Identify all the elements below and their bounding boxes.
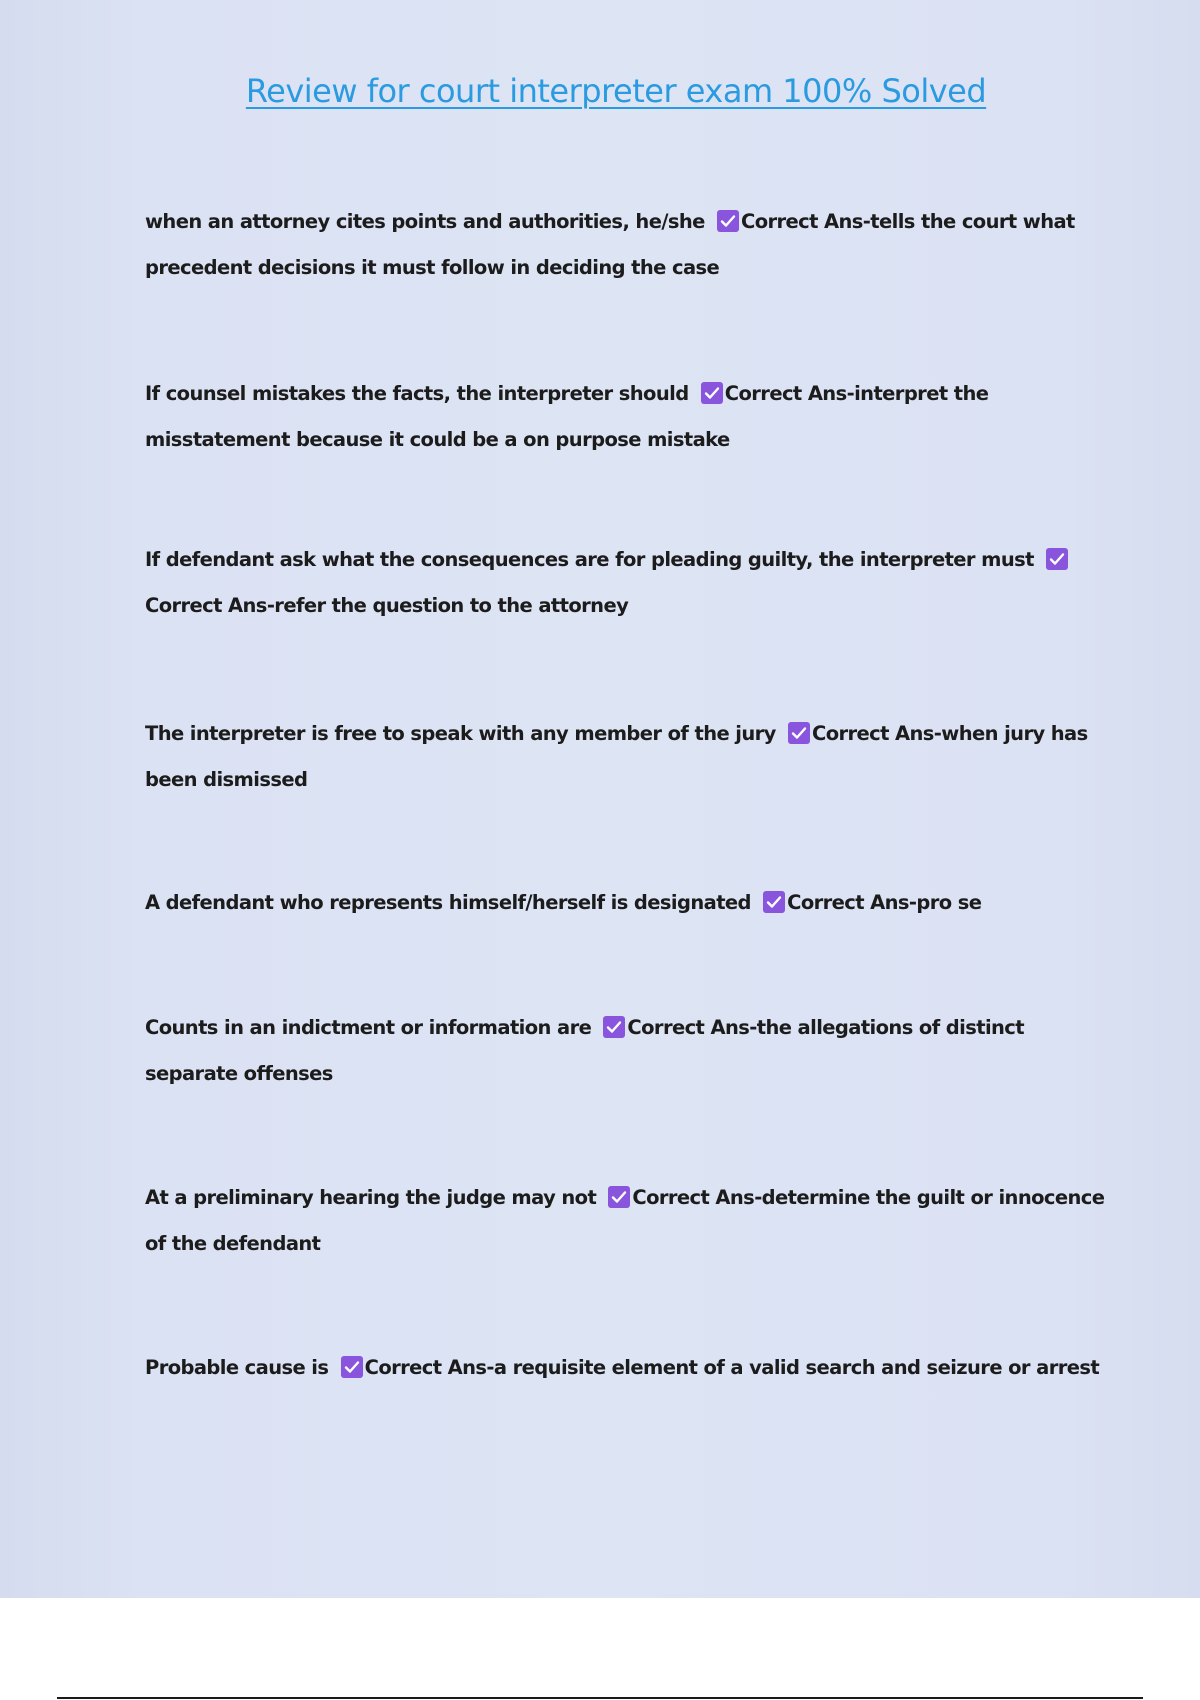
checkbox-checked-icon [788,722,810,744]
checkbox-checked-icon [717,210,739,232]
answer-text: Correct Ans-pro se [787,891,982,914]
qa-item-2 [145,371,1105,463]
question-text: when an attorney cites points and authorities, he/she [145,210,705,233]
question-text: The interpreter is free to speak with any member of the jury [145,722,776,745]
checkbox-checked-icon [1046,548,1068,570]
answer-text: Correct Ans-tells the court what precedent decisions it must follow in deciding the case [145,210,1075,279]
checkbox-checked-icon [701,382,723,404]
qa-item-3 [145,537,1105,629]
footer-divider [57,1697,1143,1699]
question-text: If counsel mistakes the facts, the interpreter should [145,382,689,405]
question-text: At a preliminary hearing the judge may not [145,1186,597,1209]
qa-item-6 [145,1005,1105,1097]
title-link[interactable]: Review for court interpreter exam 100% Solved [245,72,987,110]
question-text: If defendant ask what the consequences are for pleading guilty, the interpreter must [145,548,1034,571]
qa-item-4 [145,711,1105,803]
question-text: A defendant who represents himself/herself is designated [145,891,751,914]
question-text: Counts in an indictment or information are [145,1016,592,1039]
checkbox-checked-icon [763,891,785,913]
answer-text: Correct Ans-determine the guilt or innocence of the defendant [145,1186,1105,1255]
answer-text: Correct Ans-when jury has been dismissed [145,722,1088,791]
answer-text: Correct Ans-the allegations of distinct separate offenses [145,1016,1024,1085]
qa-item-7 [145,1175,1105,1267]
question-text: Probable cause is [145,1356,329,1379]
checkbox-checked-icon [341,1356,363,1378]
document-title [0,72,1200,110]
answer-text: Correct Ans-a requisite element of a valid search and seizure or arrest [364,1356,1100,1379]
answer-text: Correct Ans-interpret the misstatement because it could be a on purpose mistake [145,382,989,451]
answer-text: Correct Ans-refer the question to the attorney [145,594,629,617]
qa-item-1 [145,199,1105,291]
qa-item-5 [145,880,1105,926]
qa-item-8 [145,1345,1105,1391]
checkbox-checked-icon [608,1186,630,1208]
checkbox-checked-icon [603,1016,625,1038]
